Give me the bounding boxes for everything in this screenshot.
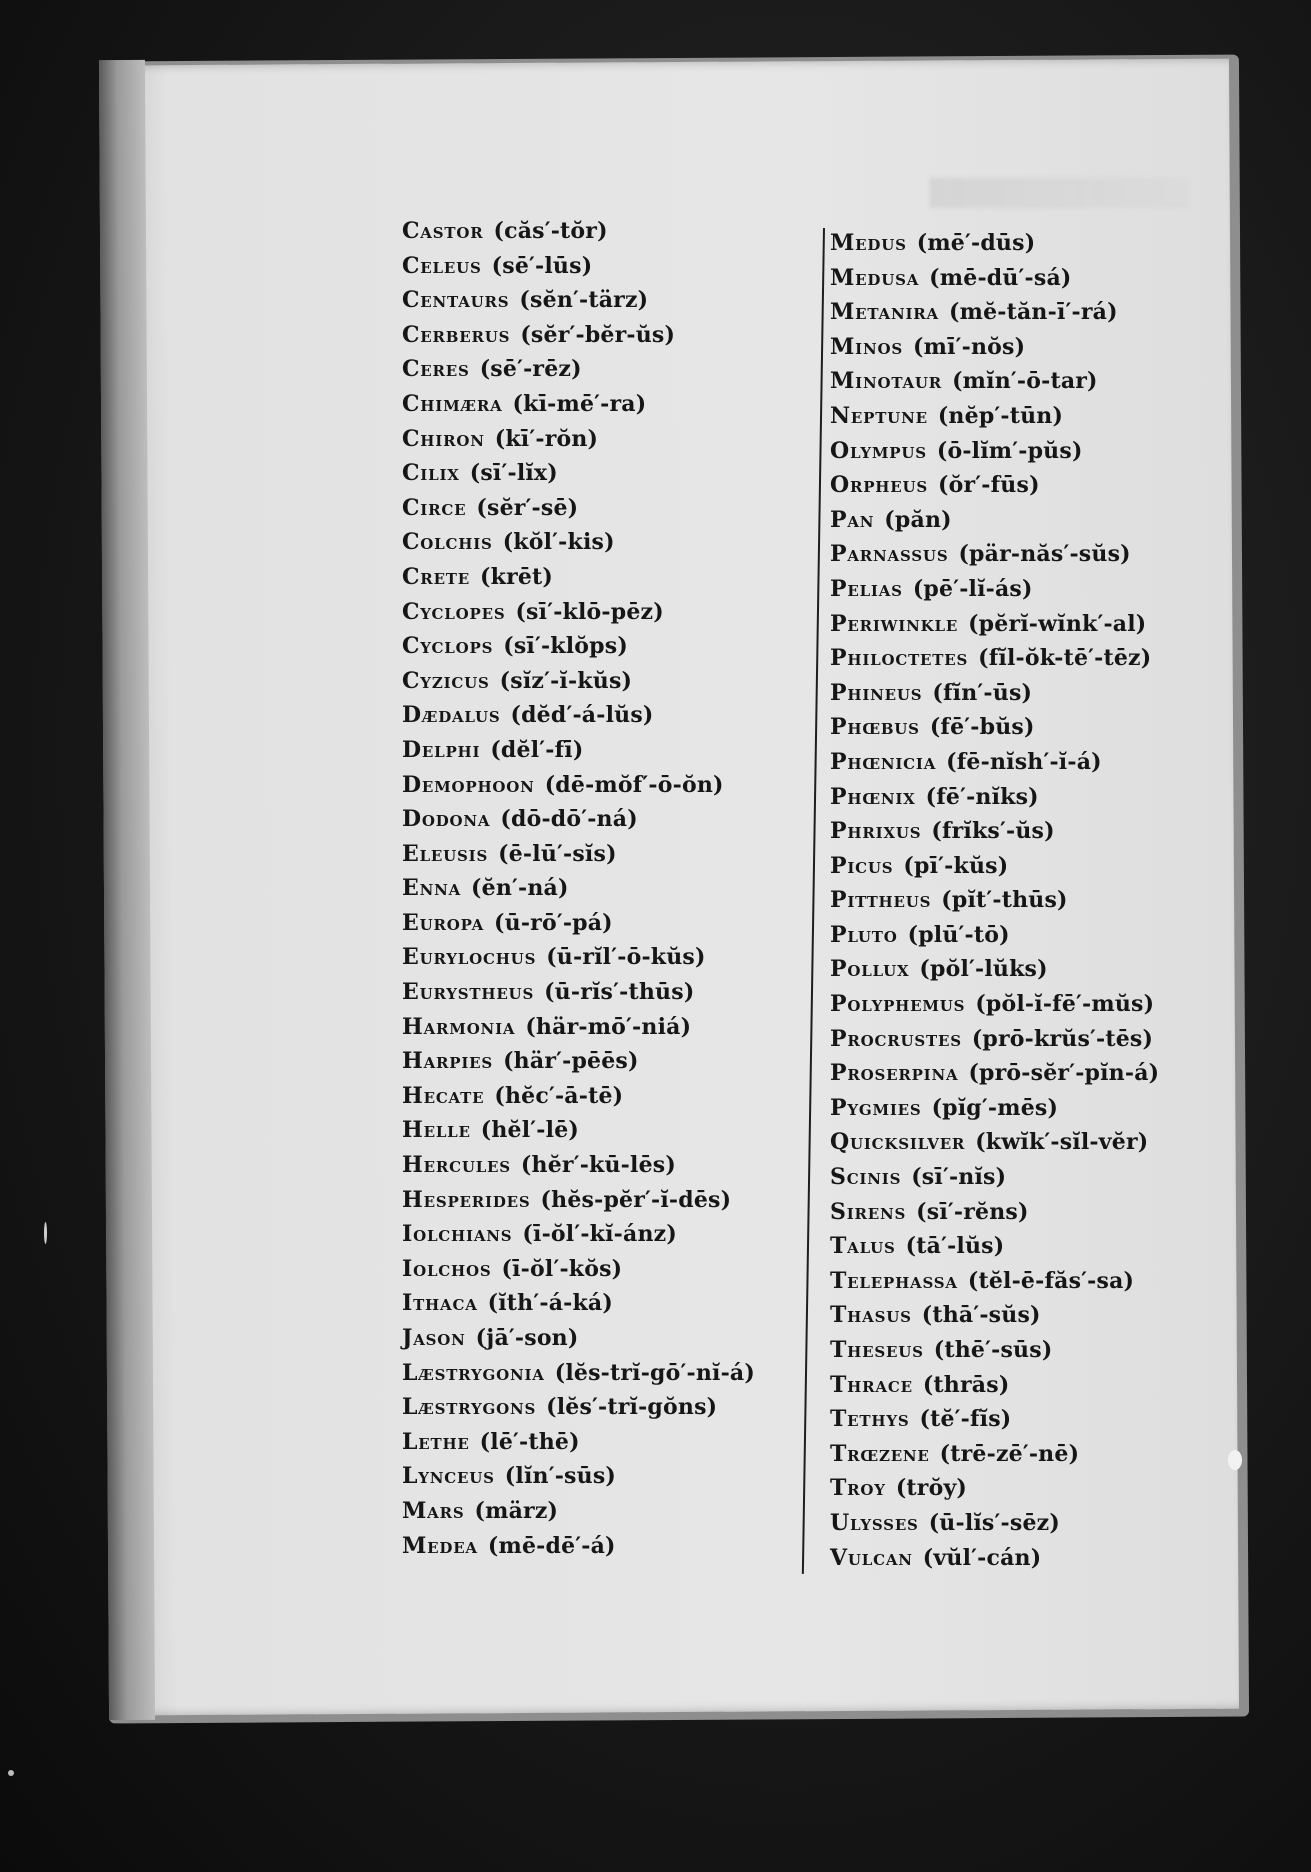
entry-pronunciation: (pē′-lĭ-ás)	[912, 575, 1033, 602]
glossary-entry	[830, 1091, 1159, 1126]
entry-pronunciation: (dĕl′-fī)	[490, 736, 584, 763]
glossary-entry	[830, 1333, 1159, 1368]
glossary-entry	[830, 745, 1159, 780]
scan-speck	[44, 1222, 47, 1244]
entry-pronunciation: (ŏr′-fūs)	[938, 472, 1040, 499]
entry-pronunciation: (här′-pēēs)	[503, 1048, 639, 1075]
glossary-entry	[402, 1459, 755, 1494]
entry-pronunciation: (pĭg′-mēs)	[931, 1094, 1059, 1121]
glossary-entry	[402, 560, 755, 595]
entry-pronunciation: (lĕs′-trĭ-gŏns)	[546, 1394, 718, 1421]
entry-headword: Medea	[402, 1532, 478, 1559]
entry-pronunciation: (sĕn′-tärz)	[519, 287, 649, 314]
entry-headword: Pan	[830, 506, 875, 533]
entry-pronunciation: (ū-rĭl′-ō-kŭs)	[546, 944, 706, 971]
entry-headword: Tethys	[830, 1406, 910, 1433]
glossary-entry	[830, 1471, 1159, 1506]
entry-pronunciation: (kŏl′-kis)	[502, 529, 615, 556]
entry-headword: Picus	[830, 852, 894, 879]
entry-pronunciation: (jā′-son)	[475, 1325, 579, 1351]
glossary-entry	[830, 572, 1159, 607]
entry-headword: Polyphemus	[830, 991, 966, 1018]
entry-pronunciation: (prō-sĕr′-pĭn-á)	[968, 1060, 1160, 1087]
glossary-entry	[402, 871, 755, 906]
entry-pronunciation: (ĭth′-á-ká)	[487, 1290, 613, 1317]
entry-headword: Troy	[830, 1475, 886, 1502]
glossary-entry	[402, 1321, 755, 1356]
entry-headword: Enna	[402, 875, 462, 902]
entry-headword: Pelias	[830, 575, 903, 602]
glossary-entry	[402, 733, 755, 768]
entry-headword: Phineus	[830, 679, 923, 706]
glossary-entry	[402, 1217, 755, 1252]
entry-pronunciation: (sī′-lĭx)	[469, 460, 558, 487]
entry-headword: Phœnix	[830, 783, 916, 810]
entry-pronunciation: (sĕr′-sē)	[476, 494, 579, 521]
entry-headword: Iolchians	[402, 1221, 513, 1248]
glossary-entry	[830, 1056, 1159, 1091]
glossary-entry	[830, 399, 1159, 434]
entry-headword: Metanira	[830, 299, 939, 326]
glossary-entry	[402, 906, 755, 941]
entry-pronunciation: (dĕd′-á-lŭs)	[510, 702, 654, 729]
entry-headword: Trœzene	[830, 1440, 930, 1467]
entry-headword: Hecate	[402, 1082, 485, 1109]
entry-pronunciation: (mē-dū′-sá)	[929, 264, 1072, 291]
glossary-entry	[830, 295, 1159, 330]
entry-pronunciation: (pĕrĭ-wĭnk′-al)	[968, 610, 1147, 637]
entry-headword: Thrace	[830, 1371, 913, 1398]
glossary-entry	[402, 525, 755, 560]
entry-headword: Thasus	[830, 1302, 912, 1329]
entry-pronunciation: (lĕs-trĭ-gō′-nĭ-á)	[554, 1359, 755, 1386]
glossary-entry	[402, 318, 755, 353]
entry-headword: Cilix	[402, 460, 460, 487]
entry-headword: Delphi	[402, 736, 481, 763]
entry-pronunciation: (ē-lū′-sĭs)	[498, 840, 617, 867]
faded-running-head	[930, 178, 1190, 208]
glossary-entry	[402, 1010, 755, 1045]
entry-pronunciation: (pŏl′-lŭks)	[919, 956, 1048, 983]
glossary-entry	[830, 468, 1159, 503]
glossary-entry	[830, 364, 1159, 399]
entry-headword: Minotaur	[830, 368, 943, 395]
glossary-entry	[402, 698, 755, 733]
entry-pronunciation: (sī′-rĕns)	[916, 1198, 1029, 1225]
entry-pronunciation: (lĭn′-sūs)	[504, 1463, 617, 1490]
glossary-entry	[830, 987, 1159, 1022]
entry-pronunciation: (ō-lĭm′-pŭs)	[936, 437, 1083, 464]
entry-headword: Periwinkle	[830, 610, 959, 637]
entry-pronunciation: (fē-nĭsh′-ĭ-á)	[946, 748, 1102, 775]
entry-pronunciation: (căs′-tŏr)	[493, 218, 608, 244]
entry-pronunciation: (mē′-dūs)	[916, 230, 1036, 256]
entry-pronunciation: (mē-dē′-á)	[487, 1532, 616, 1559]
pronouncing-list-left-column	[402, 214, 755, 1563]
glossary-entry	[402, 1529, 755, 1564]
entry-headword: Læstrygons	[402, 1394, 537, 1421]
entry-pronunciation: (sĭz′-ĭ-kŭs)	[499, 667, 633, 694]
glossary-entry	[830, 780, 1159, 815]
entry-headword: Cyclops	[402, 633, 494, 660]
entry-pronunciation: (kī-mē′-ra)	[512, 390, 647, 417]
glossary-entry	[830, 1298, 1159, 1333]
entry-pronunciation: (fĭl-ŏk-tē′-tēz)	[978, 645, 1152, 672]
entry-headword: Vulcan	[830, 1544, 913, 1571]
glossary-entry	[402, 387, 755, 422]
glossary-entry	[402, 283, 755, 318]
entry-pronunciation: (pĭt′-thūs)	[941, 887, 1068, 914]
entry-pronunciation: (mĕ-tăn-ī′-rá)	[949, 299, 1118, 326]
entry-headword: Talus	[830, 1233, 896, 1260]
entry-pronunciation: (pŏl-ĭ-fē′-mŭs)	[975, 991, 1155, 1018]
glossary-entry	[402, 1044, 755, 1079]
entry-pronunciation: (fē′-bŭs)	[929, 714, 1035, 741]
entry-headword: Orpheus	[830, 472, 929, 499]
entry-headword: Dodona	[402, 806, 491, 833]
glossary-entry	[830, 1160, 1159, 1195]
entry-pronunciation: (trŏy)	[895, 1475, 968, 1502]
entry-headword: Medus	[830, 230, 907, 256]
glossary-entry	[830, 710, 1159, 745]
entry-pronunciation: (frĭks′-ŭs)	[931, 818, 1055, 845]
glossary-entry	[830, 883, 1159, 918]
entry-pronunciation: (krēt)	[480, 563, 554, 590]
entry-headword: Cyclopes	[402, 598, 506, 625]
glossary-entry	[402, 456, 755, 491]
entry-pronunciation: (sē′-rēz)	[479, 356, 582, 383]
entry-pronunciation: (ū-rō′-pá)	[494, 909, 613, 936]
entry-pronunciation: (ū-rĭs′-thūs)	[544, 979, 695, 1006]
entry-pronunciation: (dē-mŏf′-ō-ŏn)	[544, 771, 724, 798]
entry-pronunciation: (mĭn′-ō-tar)	[952, 368, 1098, 395]
entry-pronunciation: (thrās)	[922, 1371, 1010, 1398]
entry-pronunciation: (dō-dō′-ná)	[500, 806, 638, 833]
entry-headword: Phœbus	[830, 714, 920, 741]
entry-pronunciation: (sĕr′-bĕr-ŭs)	[520, 321, 676, 348]
entry-headword: Neptune	[830, 402, 928, 429]
scan-speck	[8, 1770, 14, 1776]
entry-pronunciation: (plū′-tō)	[907, 921, 1010, 948]
entry-pronunciation: (tĕl-ē-făs′-sa)	[967, 1267, 1135, 1294]
glossary-entry	[402, 1079, 755, 1114]
scan-speck	[1228, 1450, 1242, 1470]
entry-pronunciation: (vŭl′-cán)	[922, 1544, 1042, 1571]
glossary-entry	[402, 1148, 755, 1183]
glossary-entry	[830, 814, 1159, 849]
entry-pronunciation: (lē′-thē)	[479, 1428, 580, 1455]
entry-headword: Olympus	[830, 437, 927, 464]
entry-pronunciation: (thā′-sŭs)	[921, 1302, 1041, 1329]
entry-headword: Ulysses	[830, 1509, 919, 1536]
entry-headword: Pygmies	[830, 1094, 922, 1121]
glossary-entry	[830, 607, 1159, 642]
entry-pronunciation: (nĕp′-tūn)	[937, 402, 1064, 429]
entry-headword: Philoctetes	[830, 645, 969, 672]
entry-pronunciation: (här-mō′-niá)	[525, 1013, 692, 1040]
glossary-entry	[402, 214, 755, 249]
entry-headword: Chiron	[402, 425, 485, 452]
glossary-entry	[830, 676, 1159, 711]
entry-headword: Hesperides	[402, 1186, 531, 1213]
entry-pronunciation: (sī′-nĭs)	[911, 1164, 1007, 1191]
entry-headword: Centaurs	[402, 287, 510, 314]
entry-headword: Proserpina	[830, 1060, 959, 1087]
glossary-entry	[402, 1252, 755, 1287]
glossary-entry	[830, 1368, 1159, 1403]
entry-headword: Quicksilver	[830, 1129, 966, 1156]
glossary-entry	[830, 1506, 1159, 1541]
entry-pronunciation: (fĭn′-ūs)	[932, 679, 1033, 706]
entry-headword: Pollux	[830, 956, 910, 983]
glossary-entry	[402, 491, 755, 526]
glossary-entry	[830, 1264, 1159, 1299]
entry-pronunciation: (trē-zē′-nē)	[939, 1440, 1080, 1467]
entry-pronunciation: (märz)	[474, 1497, 559, 1524]
entry-headword: Eurylochus	[402, 944, 537, 971]
glossary-entry	[402, 1425, 755, 1460]
entry-headword: Lethe	[402, 1428, 470, 1455]
entry-pronunciation: (pär-năs′-sŭs)	[958, 541, 1131, 568]
entry-headword: Dædalus	[402, 702, 501, 729]
entry-pronunciation: (fē′-nĭks)	[925, 783, 1039, 810]
entry-pronunciation: (tĕ′-fĭs)	[919, 1406, 1012, 1433]
entry-pronunciation: (păn)	[884, 506, 952, 533]
entry-headword: Parnassus	[830, 541, 949, 568]
entry-headword: Ithaca	[402, 1290, 478, 1317]
glossary-entry	[402, 422, 755, 457]
entry-pronunciation: (mī′-nŏs)	[912, 333, 1026, 360]
entry-headword: Phrixus	[830, 818, 922, 845]
entry-headword: Chimæra	[402, 390, 503, 417]
entry-headword: Celeus	[402, 252, 482, 279]
entry-headword: Hercules	[402, 1152, 511, 1179]
entry-headword: Phœnicia	[830, 748, 937, 775]
entry-headword: Lynceus	[402, 1463, 495, 1490]
entry-headword: Læstrygonia	[402, 1359, 545, 1386]
entry-headword: Crete	[402, 563, 471, 590]
entry-pronunciation: (sī′-klō-pēz)	[515, 598, 664, 625]
entry-headword: Jason	[402, 1325, 466, 1351]
glossary-entry	[402, 352, 755, 387]
glossary-entry	[830, 1229, 1159, 1264]
entry-headword: Cyzicus	[402, 667, 490, 694]
entry-headword: Harmonia	[402, 1013, 516, 1040]
glossary-entry	[830, 1022, 1159, 1057]
glossary-entry	[830, 1541, 1159, 1576]
entry-headword: Cerberus	[402, 321, 511, 348]
glossary-entry	[402, 1113, 755, 1148]
entry-headword: Colchis	[402, 529, 493, 556]
glossary-entry	[830, 641, 1159, 676]
glossary-entry	[830, 849, 1159, 884]
glossary-entry	[830, 503, 1159, 538]
entry-pronunciation: (ĕn′-ná)	[471, 875, 569, 902]
entry-headword: Medusa	[830, 264, 920, 291]
glossary-entry	[402, 595, 755, 630]
entry-pronunciation: (sē′-lūs)	[491, 252, 593, 279]
glossary-entry	[402, 802, 755, 837]
entry-pronunciation: (hĕl′-lē)	[480, 1117, 580, 1144]
glossary-entry	[402, 975, 755, 1010]
entry-pronunciation: (kī′-rŏn)	[494, 425, 599, 452]
glossary-entry	[402, 664, 755, 699]
entry-pronunciation: (kwĭk′-sĭl-vĕr)	[975, 1129, 1149, 1156]
glossary-entry	[402, 1494, 755, 1529]
entry-pronunciation: (hĕc′-ā-tē)	[494, 1082, 624, 1109]
entry-headword: Telephassa	[830, 1267, 958, 1294]
glossary-entry	[402, 768, 755, 803]
glossary-entry	[402, 249, 755, 284]
entry-pronunciation: (prō-krŭs′-tēs)	[971, 1025, 1154, 1052]
entry-headword: Ceres	[402, 356, 470, 383]
entry-pronunciation: (thē′-sūs)	[933, 1337, 1053, 1363]
entry-headword: Sirens	[830, 1198, 907, 1225]
entry-headword: Procrustes	[830, 1025, 962, 1052]
entry-headword: Pittheus	[830, 887, 932, 914]
glossary-entry	[402, 1390, 755, 1425]
glossary-entry	[402, 1356, 755, 1391]
glossary-entry	[402, 629, 755, 664]
entry-pronunciation: (hĕs-pĕr′-ĭ-dēs)	[540, 1186, 732, 1213]
glossary-entry	[830, 1437, 1159, 1472]
glossary-entry	[402, 940, 755, 975]
entry-pronunciation: (ī-ŏl′-kŏs)	[501, 1255, 623, 1282]
entry-headword: Minos	[830, 333, 903, 360]
entry-headword: Scinis	[830, 1164, 902, 1191]
glossary-entry	[402, 1286, 755, 1321]
glossary-entry	[830, 330, 1159, 365]
entry-pronunciation: (pī′-kŭs)	[903, 852, 1009, 879]
entry-headword: Theseus	[830, 1337, 924, 1363]
glossary-entry	[402, 837, 755, 872]
pronouncing-list-right-column	[830, 226, 1159, 1575]
entry-pronunciation: (ū-lĭs′-sēz)	[928, 1509, 1060, 1536]
glossary-entry	[830, 1402, 1159, 1437]
entry-pronunciation: (sī′-klŏps)	[503, 633, 628, 660]
entry-pronunciation: (tā′-lŭs)	[905, 1233, 1005, 1260]
glossary-entry	[830, 537, 1159, 572]
entry-headword: Helle	[402, 1117, 471, 1144]
entry-pronunciation: (hĕr′-kū-lēs)	[520, 1152, 676, 1179]
entry-pronunciation: (ī-ŏl′-kĭ-ánz)	[522, 1221, 677, 1248]
glossary-entry	[830, 1195, 1159, 1230]
glossary-entry	[402, 1183, 755, 1218]
entry-headword: Eleusis	[402, 840, 489, 867]
entry-headword: Mars	[402, 1497, 465, 1524]
glossary-entry	[830, 1125, 1159, 1160]
glossary-entry	[830, 434, 1159, 469]
entry-headword: Iolchos	[402, 1255, 492, 1282]
entry-headword: Pluto	[830, 921, 898, 948]
glossary-entry	[830, 261, 1159, 296]
glossary-entry	[830, 952, 1159, 987]
entry-headword: Castor	[402, 218, 484, 244]
entry-headword: Demophoon	[402, 771, 535, 798]
glossary-entry	[830, 918, 1159, 953]
entry-headword: Europa	[402, 909, 485, 936]
entry-headword: Eurystheus	[402, 979, 535, 1006]
entry-headword: Circe	[402, 494, 467, 521]
entry-headword: Harpies	[402, 1048, 494, 1075]
glossary-entry	[830, 226, 1159, 261]
